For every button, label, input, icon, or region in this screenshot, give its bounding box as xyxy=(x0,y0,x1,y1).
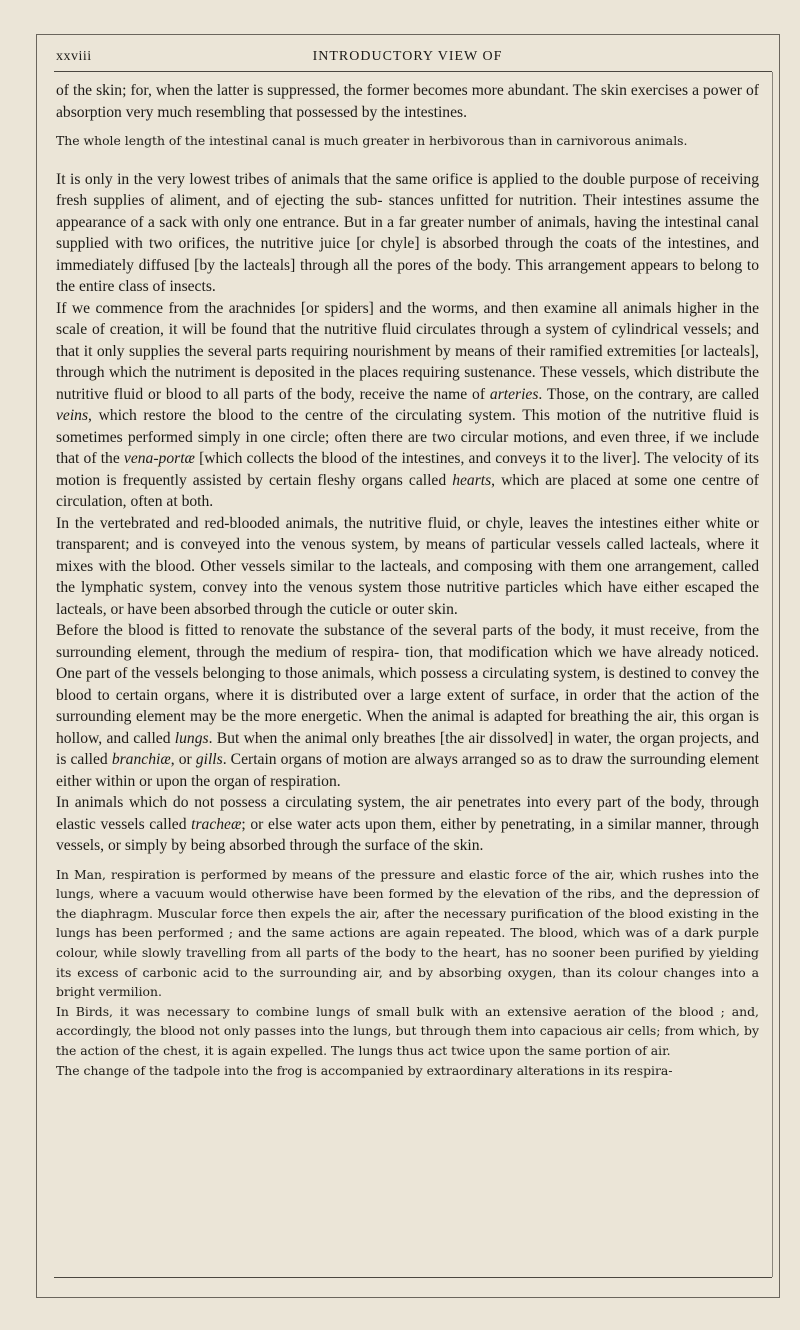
note-paragraph: In Man, respiration is performed by means of the pressure and elastic force of the air, which rushes into the lungs, where a vacuum would otherwise have been formed by the elevation of the ribs, and the depression of the diaphragm. Muscular force then expels the air, after the necessary purification of the blood existing in the lungs has been performed ; and the same actions are again repeated. The blood, which was of a dark purple colour, while slowly travelling from all parts of the body to the heart, has no sooner been purified by yielding its excess of carbonic acid to the surrounding air, and by absorbing oxygen, than its colour changes into a bright vermilion. xyxy=(56,866,759,1000)
italic-term: tracheæ xyxy=(191,815,242,833)
note-paragraph: In Birds, it was necessary to combine lungs of small bulk with an extensive aeration of the blood ; and, accordingly, the blood not only passes into the lungs, but through them into capacious air cells; from which, by the action of the chest, it is again expelled. The lungs thus act twice upon the same portion of air. xyxy=(56,1003,759,1058)
page-edge-rule xyxy=(772,72,773,1277)
paragraph: of the skin; for, when the latter is suppressed, the former becomes more abundant. The skin exercises a power of absorption very much resembling that possessed by the intestines. xyxy=(56,82,759,121)
paragraph: In animals which do not possess a circulating system, the air penetrates into every part of the body, through elastic vessels called tracheæ; or else water acts upon them, either by penetrating, in a similar manner, through vessels, or simply by being absorbed through the surface of the skin. xyxy=(56,794,759,855)
note-paragraph: The change of the tadpole into the frog is accompanied by extraordinary alterations in its respira- xyxy=(56,1062,673,1078)
italic-term: arteries xyxy=(489,385,539,403)
italic-term: branchiæ xyxy=(111,751,171,769)
italic-term: vena-portæ xyxy=(123,450,195,468)
header-rule xyxy=(54,71,772,72)
paragraph: In the vertebrated and red-blooded animals, the nutritive fluid, or chyle, leaves the intestines either white or transparent; and is conveyed into the venous system, by means of particular vessels called lacteals, where it mixes with the blood. Other vessels similar to the lacteals, and composing with them one arrangement, called the lymphatic system, convey into the venous system those nutritive particles which have either escaped the lacteals, or have been absorbed through the cuticle or outer skin. xyxy=(56,514,759,618)
bottom-rule xyxy=(54,1277,772,1278)
running-head: INTRODUCTORY VIEW OF xyxy=(312,49,503,64)
paragraph: Before the blood is fitted to renovate the substance of the several parts of the body, it must receive, from the surrounding element, through the medium of respira- tion, that modification which we have already noticed. One part of the vessels belonging to those animals, which possess a circulating system, is destined to convey the blood to certain organs, where it is distributed over a large extent of surface, in order that the action of the surrounding element may be the more energetic. When the animal is adapted for breathing the air, this organ is hollow, and called lungs. But when the animal only breathes [the air dissolved] in water, the organ projects, and is called branchiæ, or gills. Certain organs of motion are always arranged so as to draw the surrounding element either within or upon the organ of respiration. xyxy=(56,622,759,790)
paragraph: It is only in the very lowest tribes of animals that the same orifice is applied to the double purpose of receiving fresh supplies of aliment, and of ejecting the sub- stances unfitted for nutrition. Their intestines assume the appearance of a sack with only one entrance. But in a far greater number of animals, having the intestinal canal supplied with two orifices, the nutritive juice [or chyle] is absorbed through the coats of the intestines, and immediately diffused [by the lacteals] through all the pores of the body. This arrangement appears to belong to the entire class of insects. xyxy=(56,170,759,296)
page-header xyxy=(56,49,759,71)
italic-term: gills xyxy=(195,751,223,769)
paragraph: If we commence from the arachnides [or spiders] and the worms, and then examine all animals higher in the scale of creation, it will be found that the nutritive fluid circulates through a system of cylindrical vessels; and that it only supplies the several parts requiring nourishment by means of their ramified extremities [or lacteals], through which the nutriment is deposited in the places requiring sustenance. These vessels, which distribute the nutritive fluid or blood to all parts of the body, receive the name of arteries. Those, on the contrary, are called veins, which restore the blood to the centre of the circulating system. This motion of the nutritive fluid is sometimes performed simply in one circle; often there are two circular motions, and even three, if we include that of the vena-portæ [which collects the blood of the intestines, and conveys it to the liver]. The velocity of its motion is frequently assisted by certain fleshy organs called hearts, which are placed at some one centre of circulation, often at both. xyxy=(56,299,760,511)
italic-term: lungs xyxy=(174,729,209,747)
italic-term: veins xyxy=(56,407,89,425)
page-number: xxviii xyxy=(56,49,92,64)
page-body xyxy=(56,80,759,1080)
note-paragraph: The whole length of the intestinal canal is much greater in herbivorous than in carnivorous animals. xyxy=(56,133,688,148)
italic-term: hearts xyxy=(452,471,492,489)
